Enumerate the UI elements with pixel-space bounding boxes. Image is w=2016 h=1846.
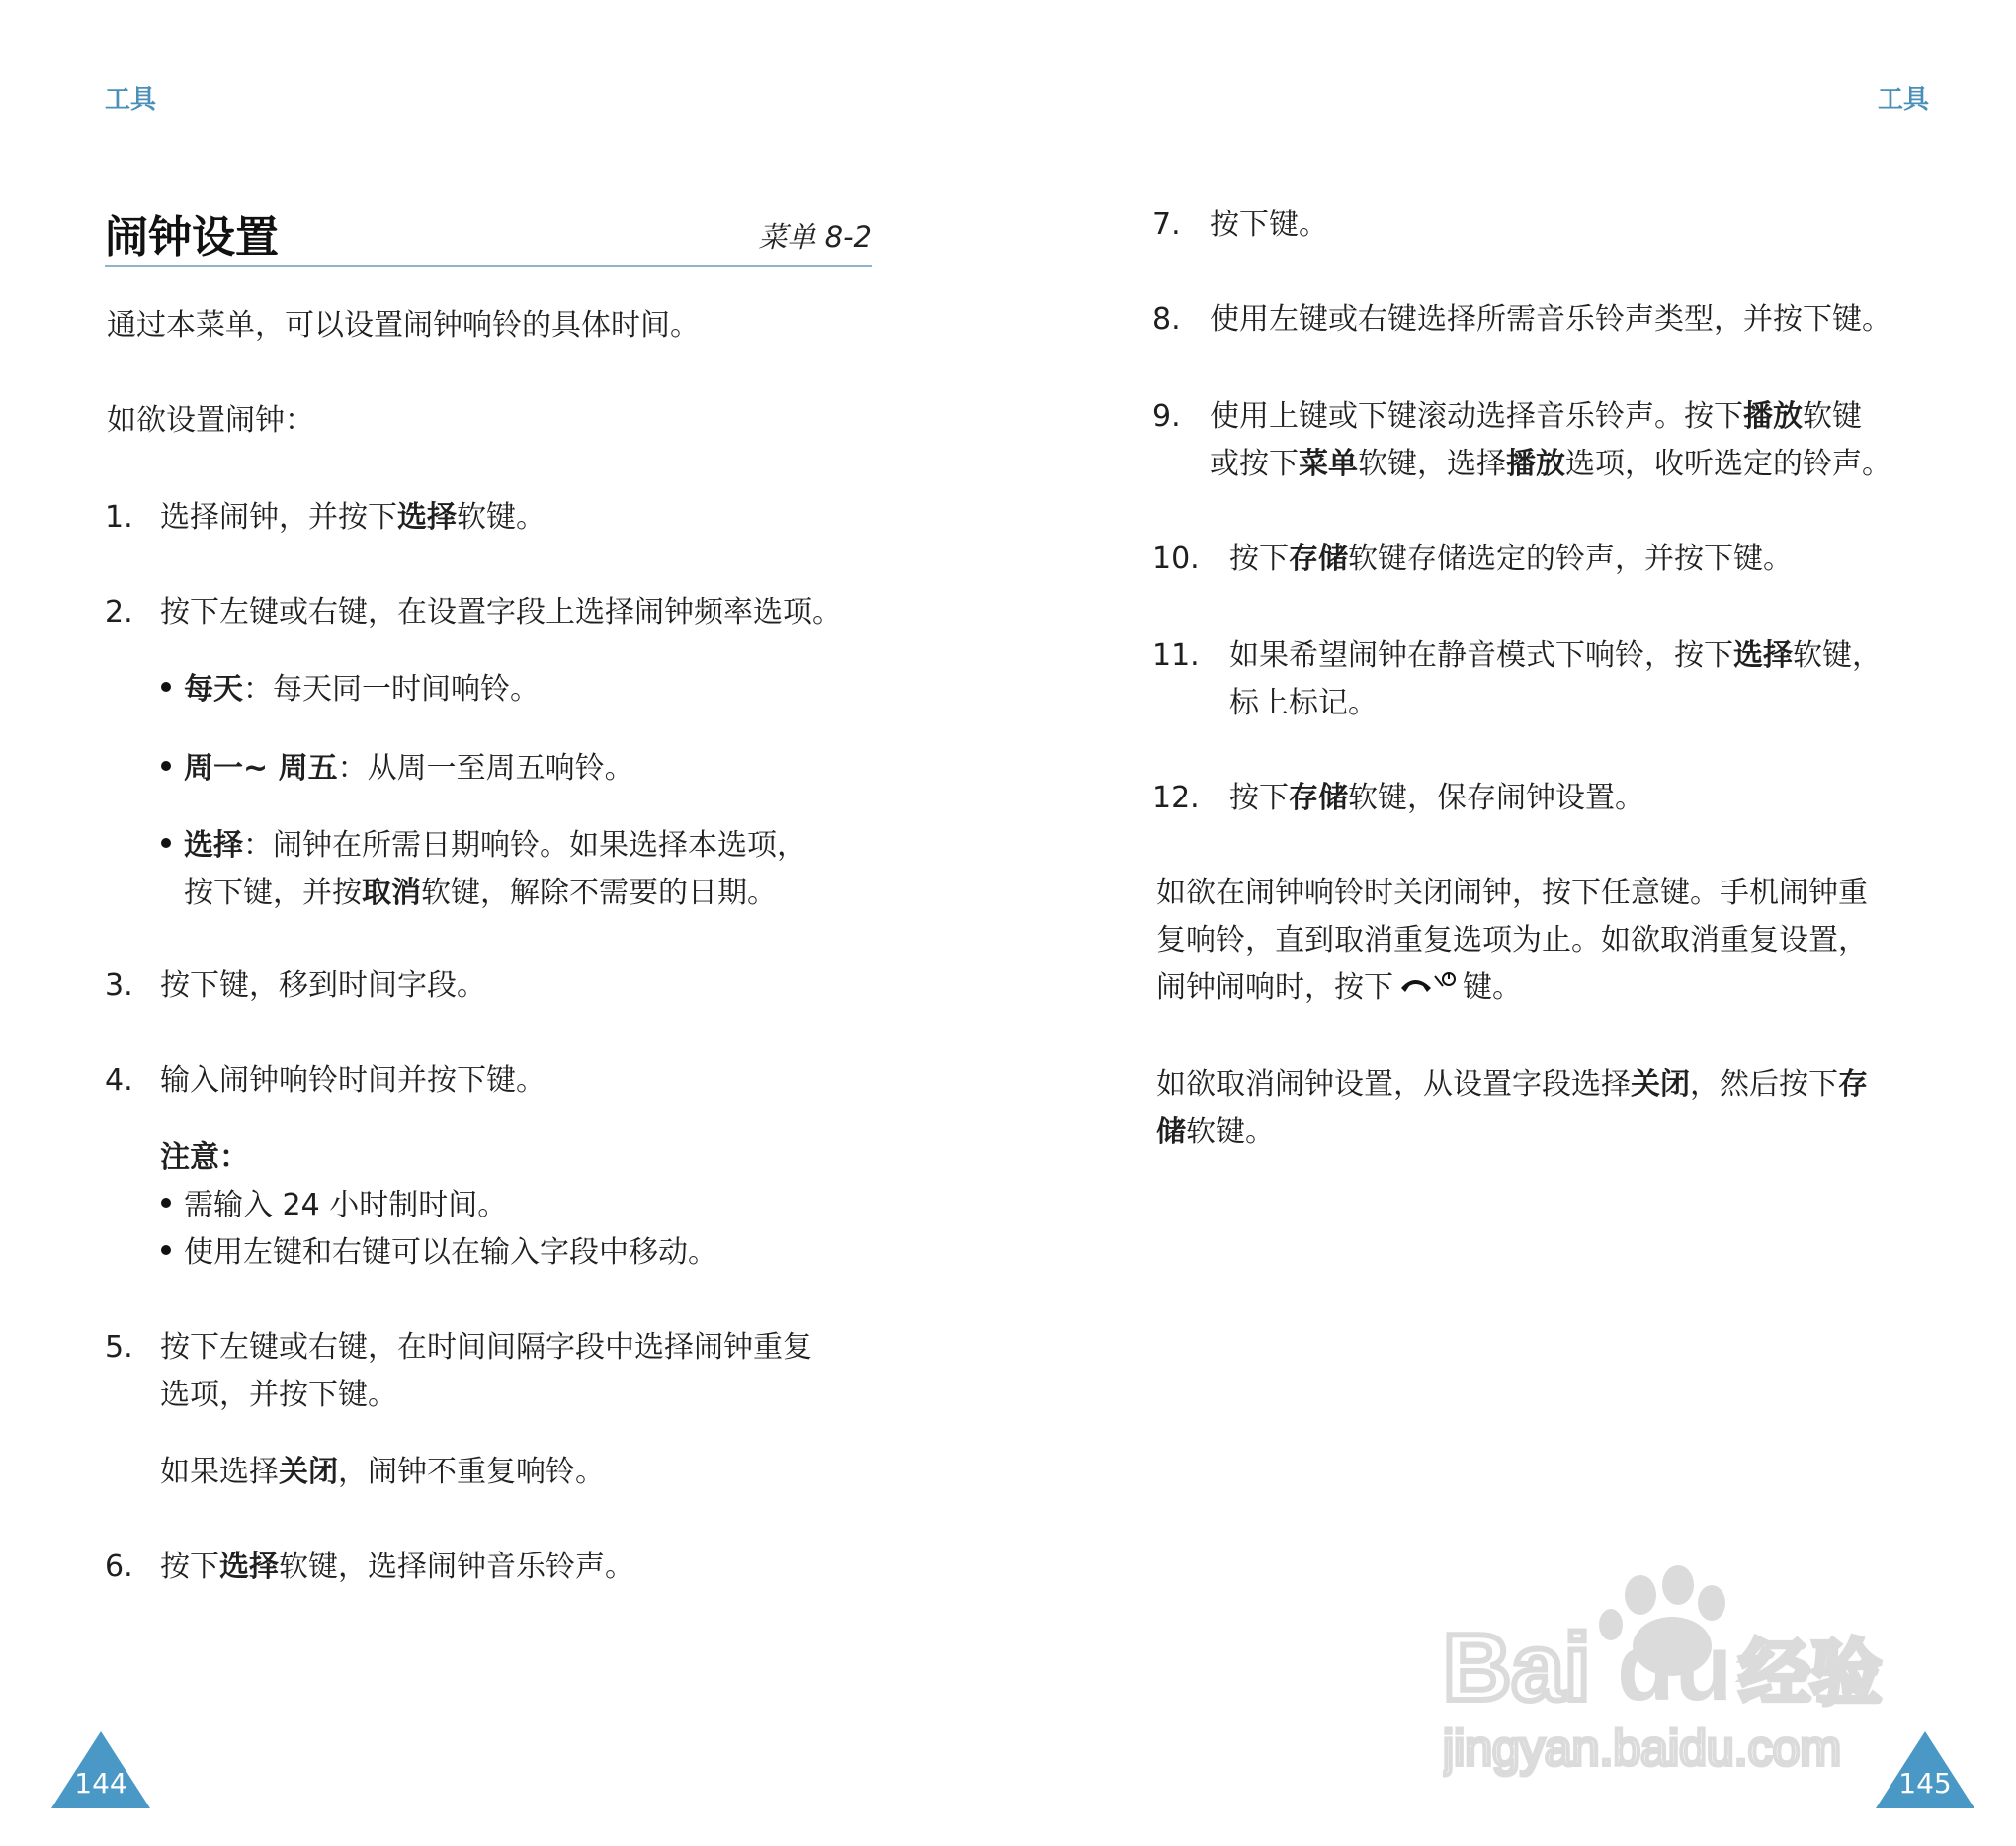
note-item: 需输入 24 小时制时间。 (184, 1188, 508, 1222)
svg-text:Bai: Bai (1443, 1615, 1591, 1720)
page-number: 145 (1898, 1767, 1952, 1800)
step-number: 2. (105, 595, 133, 629)
section-header-left: 工具 (105, 85, 157, 115)
svg-text:经验: 经验 (1739, 1632, 1883, 1715)
baidu-jingyan-watermark (1443, 1552, 1917, 1779)
step-6-text: 按下选择软键，选择闹钟音乐铃声。 (160, 1550, 634, 1584)
page-title: 闹钟设置 (105, 212, 279, 263)
bullet-dot (161, 1245, 171, 1255)
step-number: 9. (1152, 399, 1181, 434)
section-header-right: 工具 (1878, 85, 1930, 115)
bullet-dot (161, 1198, 171, 1208)
step-10-text: 按下存储软键存储选定的铃声，并按下键。 (1229, 542, 1793, 576)
step-4-text: 输入闹钟响铃时间并按下键。 (160, 1063, 546, 1098)
step-number: 3. (105, 968, 133, 1003)
phone-end-power-icon (1397, 965, 1459, 1013)
option-select-cont: 按下键，并按取消软键，解除不需要的日期。 (184, 876, 777, 910)
step-number: 10. (1152, 542, 1200, 576)
step-number: 1. (105, 500, 133, 535)
bullet-dot (161, 761, 171, 771)
paragraph-cancel-alarm: 如欲取消闹钟设置，从设置字段选择关闭，然后按下存 (1156, 1067, 1868, 1102)
menu-reference: 菜单 8-2 (758, 220, 872, 254)
step-number: 12. (1152, 781, 1200, 815)
note-item: 使用左键和右键可以在输入字段中移动。 (184, 1235, 717, 1270)
step-5-note: 如果选择关闭，闹钟不重复响铃。 (160, 1455, 605, 1489)
svg-text:jingyan.baidu.com: jingyan.baidu.com (1443, 1720, 1842, 1776)
paragraph-stop-alarm-cont: 复响铃，直到取消重复选项为止。如欲取消重复设置， (1156, 923, 1868, 958)
bullet-dot (161, 682, 171, 692)
step-5-text: 按下左键或右键，在时间间隔字段中选择闹钟重复 (160, 1330, 812, 1365)
step-number: 7. (1152, 208, 1181, 242)
step-9-text-cont: 或按下菜单软键，选择播放选项，收听选定的铃声。 (1210, 447, 1891, 481)
option-weekdays: 周一~ 周五：从周一至周五响铃。 (184, 751, 634, 786)
step-12-text: 按下存储软键，保存闹钟设置。 (1229, 781, 1644, 815)
paragraph-cancel-alarm-cont: 储软键。 (1156, 1115, 1275, 1149)
step-5-text-cont: 选项，并按下键。 (160, 1378, 397, 1412)
note-title: 注意： (160, 1140, 249, 1175)
step-number: 8. (1152, 302, 1181, 337)
option-daily: 每天：每天同一时间响铃。 (184, 672, 540, 707)
intro-text: 通过本菜单，可以设置闹钟响铃的具体时间。 (107, 308, 700, 343)
paragraph-stop-alarm: 如欲在闹钟响铃时关闭闹钟，按下任意键。手机闹钟重 (1156, 876, 1868, 910)
step-8-text: 使用左键或右键选择所需音乐铃声类型，并按下键。 (1210, 302, 1891, 337)
step-11-text: 如果希望闹钟在静音模式下响铃，按下选择软键， (1229, 638, 1882, 673)
page-number: 144 (74, 1767, 127, 1800)
step-number: 6. (105, 1550, 133, 1584)
svg-text:du: du (1617, 1615, 1733, 1720)
sub-intro-text: 如欲设置闹钟： (107, 403, 314, 438)
step-3-text: 按下键，移到时间字段。 (160, 968, 486, 1003)
step-7-text: 按下键。 (1210, 208, 1328, 242)
option-select: 选择：闹钟在所需日期响铃。如果选择本选项， (184, 828, 806, 863)
step-number: 5. (105, 1330, 133, 1365)
step-1-text: 选择闹钟，并按下选择软键。 (160, 500, 546, 535)
step-11-text-cont: 标上标记。 (1229, 686, 1378, 720)
bullet-dot (161, 838, 171, 848)
step-2-text: 按下左键或右键，在设置字段上选择闹钟频率选项。 (160, 595, 842, 629)
step-9-text: 使用上键或下键滚动选择音乐铃声。按下播放软键 (1210, 399, 1862, 434)
title-row (105, 196, 872, 267)
step-number: 11. (1152, 638, 1200, 673)
paragraph-stop-alarm-cont: 闹钟闹响时，按下 键。 (1156, 965, 1522, 1013)
step-number: 4. (105, 1063, 133, 1098)
